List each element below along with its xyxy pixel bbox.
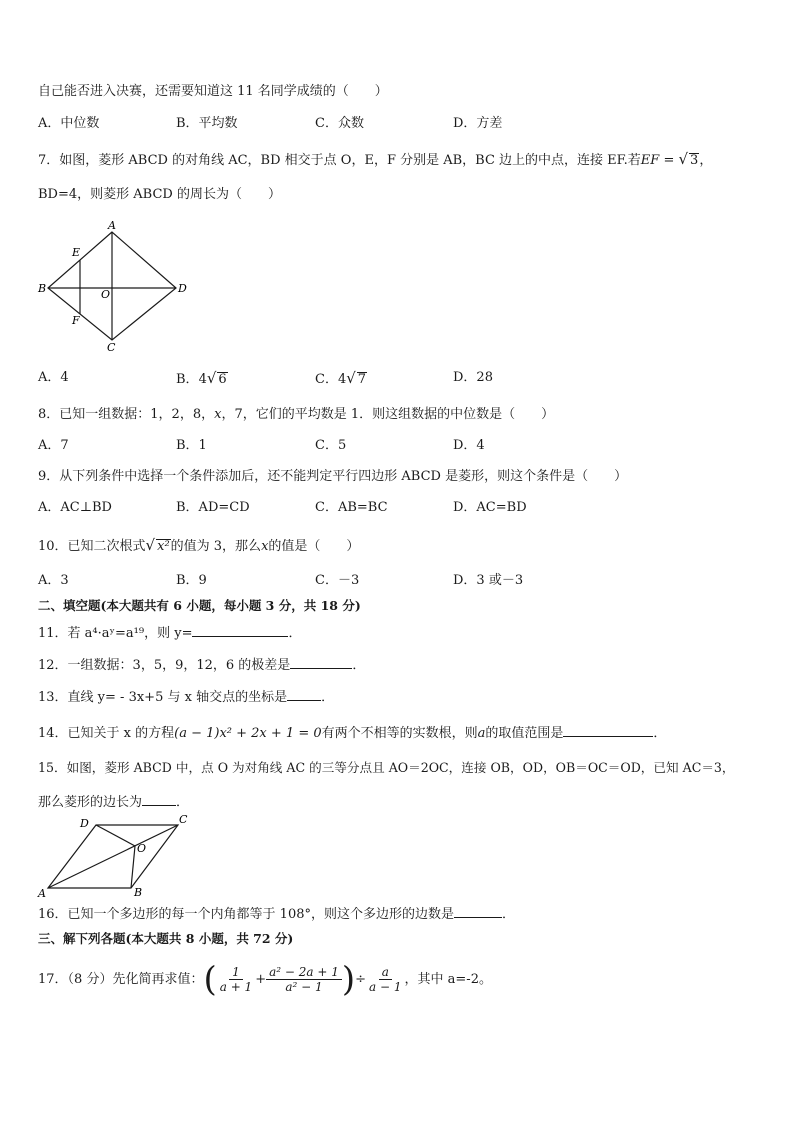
q15-text: 那么菱形的边长为 bbox=[38, 795, 143, 810]
q8-option-c: C．5 bbox=[315, 438, 347, 453]
label-O: O bbox=[101, 288, 111, 301]
q15-stem-line2 bbox=[38, 793, 189, 811]
rhombus-figure-q7 bbox=[36, 218, 196, 356]
label-B: B bbox=[38, 282, 47, 295]
q14-end: ． bbox=[653, 726, 667, 741]
q10-text-c: 的值是（ ） bbox=[268, 539, 360, 554]
q15-answer-blank[interactable] bbox=[142, 793, 176, 806]
q11-text: 11．若 a⁴·aʸ=a¹⁹，则 y= bbox=[38, 626, 193, 641]
q10-text-b: 的值为 3，那么 bbox=[170, 539, 262, 554]
q8-text-a: 8．已知一组数据：1，2，8， bbox=[38, 407, 215, 422]
radical-sign: √ bbox=[145, 536, 156, 554]
q9-stem: 9．从下列条件中选择一个条件添加后，还不能判定平行四边形 ABCD 是菱形，则这个条件是（ ） bbox=[38, 469, 628, 484]
left-paren: ( bbox=[203, 959, 217, 1000]
q6-option-b: B．平均数 bbox=[176, 116, 238, 131]
q17-f1-denominator: a + 1 bbox=[219, 980, 253, 994]
section-2-heading: 二、填空题(本大题共有 6 小题，每小题 3 分，共 18 分) bbox=[38, 598, 361, 613]
q7-stem-line2: BD=4，则菱形 ABCD 的周长为（ ） bbox=[38, 187, 281, 202]
q8-option-d: D．4 bbox=[453, 438, 485, 453]
q13-stem bbox=[38, 688, 334, 706]
q8-var: x bbox=[214, 407, 222, 422]
q11-end: ． bbox=[288, 626, 302, 641]
q17-f3-denominator: a − 1 bbox=[369, 980, 402, 994]
q13-answer-blank[interactable] bbox=[287, 688, 321, 701]
q8-stem bbox=[38, 407, 554, 423]
q7-option-a: A．4 bbox=[38, 370, 69, 385]
q7-option-b-radicand: 6 bbox=[218, 372, 227, 387]
q14-equation: (a − 1)x² + 2x + 1 = 0 bbox=[174, 726, 322, 741]
q10-option-d: D．3 或－3 bbox=[453, 573, 524, 588]
q7-option-c-radicand: 7 bbox=[357, 372, 367, 387]
q9-option-a: A．AC⊥BD bbox=[38, 500, 112, 515]
q17-f2-numerator: a² − 2a + 1 bbox=[266, 965, 342, 980]
q13-end: ． bbox=[321, 690, 335, 705]
q6-option-c: C．众数 bbox=[315, 116, 364, 131]
q6-option-a: A．中位数 bbox=[38, 116, 100, 131]
q11-stem bbox=[38, 624, 301, 642]
q6-option-d: D．方差 bbox=[453, 116, 503, 131]
label-A: A bbox=[108, 219, 116, 232]
label-O: O bbox=[137, 842, 147, 855]
q14-text-a: 14．已知关于 x 的方程 bbox=[38, 726, 175, 741]
q12-answer-blank[interactable] bbox=[290, 656, 352, 669]
q17-text-a: 17．（8 分）先化简再求值： bbox=[38, 972, 204, 987]
q8-option-b: B．1 bbox=[176, 438, 207, 453]
q17-fraction-3 bbox=[366, 965, 404, 994]
label-C: C bbox=[107, 341, 116, 354]
q10-option-a: A．3 bbox=[38, 573, 69, 588]
q14-text-c: 的取值范围是 bbox=[485, 726, 564, 741]
q17-divide: ÷ bbox=[355, 972, 367, 987]
q11-answer-blank[interactable] bbox=[192, 624, 288, 637]
q7-ef-radicand: 3 bbox=[690, 153, 699, 168]
q7-text: 7．如图，菱形 ABCD 的对角线 AC，BD 相交于点 O，E，F 分别是 AB，BC 边上的中点，连接 EF.若 bbox=[38, 153, 641, 168]
q17-text-b: ，其中 a=-2。 bbox=[404, 972, 492, 987]
q17-fraction-1 bbox=[217, 965, 255, 994]
q17-f1-numerator: 1 bbox=[229, 965, 243, 980]
q17-f2-denominator: a² − 1 bbox=[285, 980, 323, 994]
q7-comma: ， bbox=[699, 153, 713, 168]
q17-stem bbox=[38, 955, 492, 1005]
q7-option-b bbox=[176, 370, 228, 388]
q7-option-c-coef: 4 bbox=[337, 372, 347, 387]
q7-option-b-prefix: B． bbox=[176, 372, 199, 387]
q17-plus: + bbox=[255, 972, 267, 987]
q12-stem bbox=[38, 656, 365, 674]
label-E: E bbox=[72, 246, 81, 259]
q7-stem-line1 bbox=[38, 151, 712, 169]
q15-end: ． bbox=[176, 795, 190, 810]
q7-ef-expr: EF = bbox=[640, 153, 679, 168]
q10-radicand: x² bbox=[157, 539, 170, 554]
label-F: F bbox=[72, 314, 80, 327]
q7-option-c bbox=[315, 370, 367, 388]
right-paren: ) bbox=[341, 959, 356, 1000]
q10-var: x bbox=[261, 539, 269, 554]
q16-stem bbox=[38, 905, 515, 923]
q12-end: ． bbox=[352, 658, 366, 673]
q10-stem bbox=[38, 537, 359, 555]
radical-sign: √ bbox=[206, 369, 217, 387]
q13-text: 13．直线 y= - 3x+5 与 x 轴交点的坐标是 bbox=[38, 690, 288, 705]
label-D: D bbox=[80, 817, 89, 830]
q8-text-b: ，7，它们的平均数是 1．则这组数据的中位数是（ ） bbox=[221, 407, 555, 422]
q10-text-a: 10．已知二次根式 bbox=[38, 539, 146, 554]
q15-stem-line1: 15．如图，菱形 ABCD 中，点 O 为对角线 AC 的三等分点且 AO＝2OC，连接 OB，OD，OB＝OC＝OD，已知 AC＝3， bbox=[38, 760, 735, 775]
q9-option-b: B．AD=CD bbox=[176, 500, 250, 515]
q16-end: ． bbox=[502, 907, 516, 922]
q17-fraction-2 bbox=[266, 965, 342, 994]
q9-option-c: C．AB=BC bbox=[315, 500, 388, 515]
rhombus-figure-q15 bbox=[36, 812, 196, 900]
radical-sign: √ bbox=[678, 150, 689, 168]
label-B: B bbox=[134, 886, 143, 899]
q10-option-c: C．－3 bbox=[315, 573, 360, 588]
label-A: A bbox=[38, 887, 46, 900]
section-3-heading: 三、解下列各题(本大题共 8 小题，共 72 分) bbox=[38, 931, 294, 946]
q6-stem-tail: 自己能否进入决赛，还需要知道这 11 名同学成绩的（ ） bbox=[38, 84, 388, 99]
radical-sign: √ bbox=[346, 369, 356, 387]
q14-text-b: 有两个不相等的实数根，则 bbox=[321, 726, 478, 741]
q10-option-b: B．9 bbox=[176, 573, 207, 588]
label-C: C bbox=[179, 813, 188, 826]
q17-f3-numerator: a bbox=[379, 965, 392, 980]
q16-answer-blank[interactable] bbox=[454, 905, 502, 918]
q14-answer-blank[interactable] bbox=[563, 724, 653, 737]
q14-var: a bbox=[477, 726, 486, 741]
q7-option-d: D．28 bbox=[453, 370, 493, 385]
q7-option-c-prefix: C． bbox=[315, 372, 338, 387]
q12-text: 12．一组数据：3，5，9，12，6 的极差是 bbox=[38, 658, 291, 673]
q16-text: 16．已知一个多边形的每一个内角都等于 108°，则这个多边形的边数是 bbox=[38, 907, 454, 922]
q9-option-d: D．AC=BD bbox=[453, 500, 527, 515]
q14-stem bbox=[38, 724, 666, 742]
q7-option-b-coef: 4 bbox=[198, 372, 207, 387]
q8-option-a: A．7 bbox=[38, 438, 69, 453]
label-D: D bbox=[178, 282, 187, 295]
